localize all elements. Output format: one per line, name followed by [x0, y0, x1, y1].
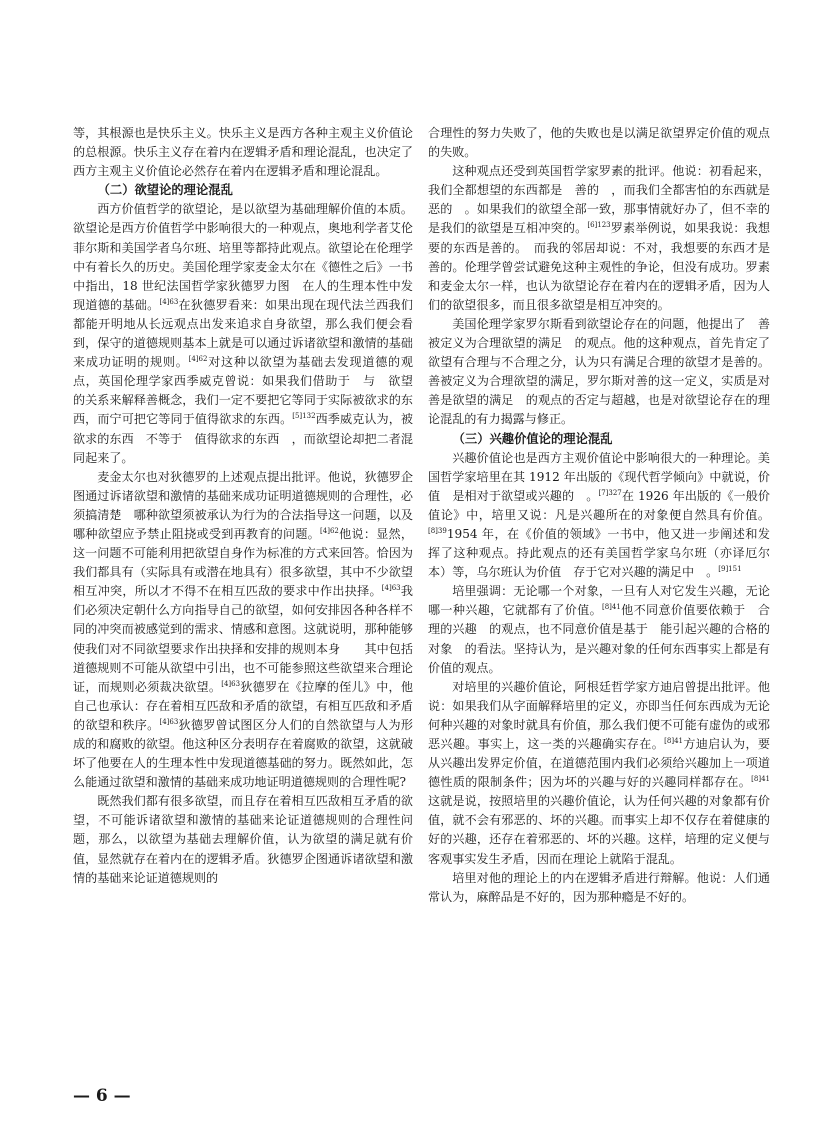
citation-ref: [4]63 [381, 584, 401, 593]
citation-ref: [4]62 [320, 526, 339, 535]
paragraph: 兴趣价值论也是西方主观价值论中影响很大的一种理论。美国哲学家培里在其 1912 年出版的《现代哲学倾向》中就说，价值 是相对于欲望或兴趣的 。$^{[7]327}$在 1926 年出版的《一般价值论》中，培里又说：凡是兴趣所在的对象便自然具有价值。$^{[8]39}$1954 年，在《价值的领域》一书中，他又进一步阐述和发挥了这种观点。持此观点的还有美国哲学家乌尔班（亦译厄尔本）等，乌尔班认为价值 存于它对兴趣的满足中 。$^{[9]151}$ [428, 450, 770, 580]
citation-ref: [5]132 [292, 412, 316, 421]
citation-ref: [8]39 [428, 526, 447, 535]
paragraph: 西方价值哲学的欲望论，是以欲望为基础理解价值的本质。欲望论是西方价值哲学中影响很大的一种观点，奥地利学者艾伦菲尔斯和美国学者乌尔班、培里等都持此观点。欲望论在伦理学中有着长久的历史。美国伦理学家麦金太尔在《德性之后》一书中指出，18 世纪法国哲学家狄德罗力图 在人的生理本性中发现道德的基础。$^{[4]63}$在狄德罗看来：如果出现在现代法兰西我们都能开明地从长远观点出发来追求自身欲望，那么我们便会看到，保守的道德规则基本上就是可以通过诉诸欲望和激情的基础来成功证明的规则。$^{[4]62}$对这种以欲望为基础去发现道德的观点，英国伦理学家西季威克曾说：如果我们借助于 与 欲望 的关系来解释善概念，我们一定不要把它等同于实际被欲求的东西，而宁可把它等同于值得欲求的东西。$^{[5]132}$西季威克认为，被欲求的东西 不等于 值得欲求的东西 ，而欲望论却把二者混同起来了。 [73, 202, 426, 465]
paragraph: 既然我们都有很多欲望，而且存在着相互匹敌相互矛盾的欲望，不可能诉诸欲望和激情的基础来论证道德规则的合理性问题，那么，以欲望为基础去理解价值，认为欲望的满足就有价值，显然就存在着内在的逻辑矛盾。狄德罗企图通诉诸欲望和激情的基础来论证道德规则的 [73, 794, 413, 885]
left-column [73, 124, 426, 1084]
paragraph: 培里对他的理论上的内在逻辑矛盾进行辩解。他说：人们通常认为，麻醉品是不好的，因为那种瘾是不好的。 [428, 870, 770, 904]
citation-ref: [9]151 [718, 565, 742, 574]
citation-ref: [8]41 [751, 775, 770, 784]
paragraph: 麦金太尔也对狄德罗的上述观点提出批评。他说，狄德罗企图通过诉诸欲望和激情的基础来成功证明道德规则的合理性，必须搞清楚 哪种欲望须被承认为行为的合法指导这一问题，以及哪种欲望应予禁止阻挠或受到再教育的问题。$^{[4]62}$他说：显然，这一问题不可能利用把欲望自身作为标准的方式来回答。恰因为我们都具有（实际具有或潜在地具有）很多欲望，其中不少欲望相互冲突，所以才不得不在相互匹敌的要求中作出抉择。$^{[4]63}$我们必须决定朝什么方向指导自己的欲望，如何安排因各种各样不同的冲突而被感觉到的需求、情感和意图。这就说明，那种能够使我们对不同欲望要求作出抉择和安排的规则本身 其中包括道德规则不可能从欲望中引出，也不可能参照这些欲望来合理论证，而规则必须裁决欲望。$^{[4]63}$狄德罗在《拉摩的侄儿》中，他自己也承认：存在着相互匹敌和矛盾的欲望，有相互匹敌和矛盾的欲望和秩序。$^{[4]63}$狄德罗曾试图区分人们的自然欲望与人为形成的和腐败的欲望。他这种区分表明存在着腐败的欲望，这就破坏了他要在人的生理本性中发现道德基础的努力。既然如此，怎么能通过欲望和激情的基础来成功地证明道德规则的合理性呢? [73, 469, 413, 790]
citation-ref: [6]123 [587, 221, 611, 230]
section-heading: （二）欲望论的理论混乱 [97, 183, 233, 198]
citation-ref: [8]41 [664, 736, 683, 745]
citation-ref: [4]63 [221, 679, 241, 688]
paragraph: 对培里的兴趣价值论，阿根廷哲学家方迪启曾提出批评。他说：如果我们从字面解释培里的定义，亦即当任何东西成为无论何种兴趣的对象时就具有价值，那么我们便不可能有虚伪的或邪恶兴趣。事实上，这一类的兴趣确实存在。$^{[8]41}$方迪启认为，要从兴趣出发界定价值，在道德范围内我们必须给兴趣加上一项道德性质的限制条件；因为坏的兴趣与好的兴趣同样都存在。$^{[8]41}$这就是说，按照培里的兴趣价值论，认为任何兴趣的对象都有价值，就不会有邪恶的、坏的兴趣。而事实上却不仅存在着健康的好的兴趣，还存在着邪恶的、坏的兴趣。这样，培理的定义便与客观事实发生矛盾，因而在理论上就陷于混乱。 [428, 679, 770, 866]
page-number: — 6 — [73, 1086, 131, 1106]
citation-ref: [4]62 [188, 355, 208, 364]
citation-ref: [8]41 [602, 603, 621, 612]
paragraph: 这种观点还受到英国哲学家罗素的批评。他说：初看起来，我们全都想望的东西都是 善的 ，而我们全都害怕的东西就是 恶的 。如果我们的欲望全部一致，那事情就好办了，但不幸的是我们的欲望是互相冲突的。$^{[6]123}$罗素举例说，如果我说：我想要的东西是善的。 而我的邻居却说：不对，我想要的东西才是善的。伦理学曾尝试避免这种主观性的争论，但没有成功。罗素和麦金太尔一样，也认为欲望论存在着内在的逻辑矛盾，因为人们的欲望很多，而且很多欲望是相互冲突的。 [428, 164, 783, 312]
citation-ref: [4]63 [159, 717, 179, 726]
section-heading: （三）兴趣价值论的理论混乱 [452, 431, 613, 446]
right-column [428, 124, 783, 1084]
paragraph: 等，其根源也是快乐主义。快乐主义是西方各种主观主义价值论的总根源。快乐主义存在着内在逻辑矛盾和理论混乱，也决定了西方主观主义价值论必然存在着内在逻辑矛盾和理论混乱。 [73, 126, 413, 179]
paragraph: 培里强调：无论哪一个对象，一旦有人对它发生兴趣，无论哪一种兴趣，它就都有了价值。$^{[8]41}$他不同意价值要依赖于 合理的兴趣 的观点，也不同意价值是基于 能引起兴趣的合格的对象 的看法。坚持认为，是兴趣对象的任何东西事实上都是有价值的观点。 [428, 584, 770, 675]
citation-ref: [7]327 [598, 488, 622, 497]
paragraph: 美国伦理学家罗尔斯看到欲望论存在的问题，他提出了 善被定义为合理欲望的满足 的观点。他的这种观点，首先肯定了欲望有合理与不合理之分，认为只有满足合理的欲望才是善的。善被定义为合理欲望的满足，罗尔斯对善的这一定义，实质是对 善是欲望的满足 的观点的否定与超越，也是对欲望论存在的理论混乱的有力揭露与修正。 [428, 316, 783, 427]
paragraph: 合理性的努力失败了，他的失败也是以满足欲望界定价值的观点的失败。 [428, 126, 770, 160]
citation-ref: [4]63 [159, 297, 179, 306]
